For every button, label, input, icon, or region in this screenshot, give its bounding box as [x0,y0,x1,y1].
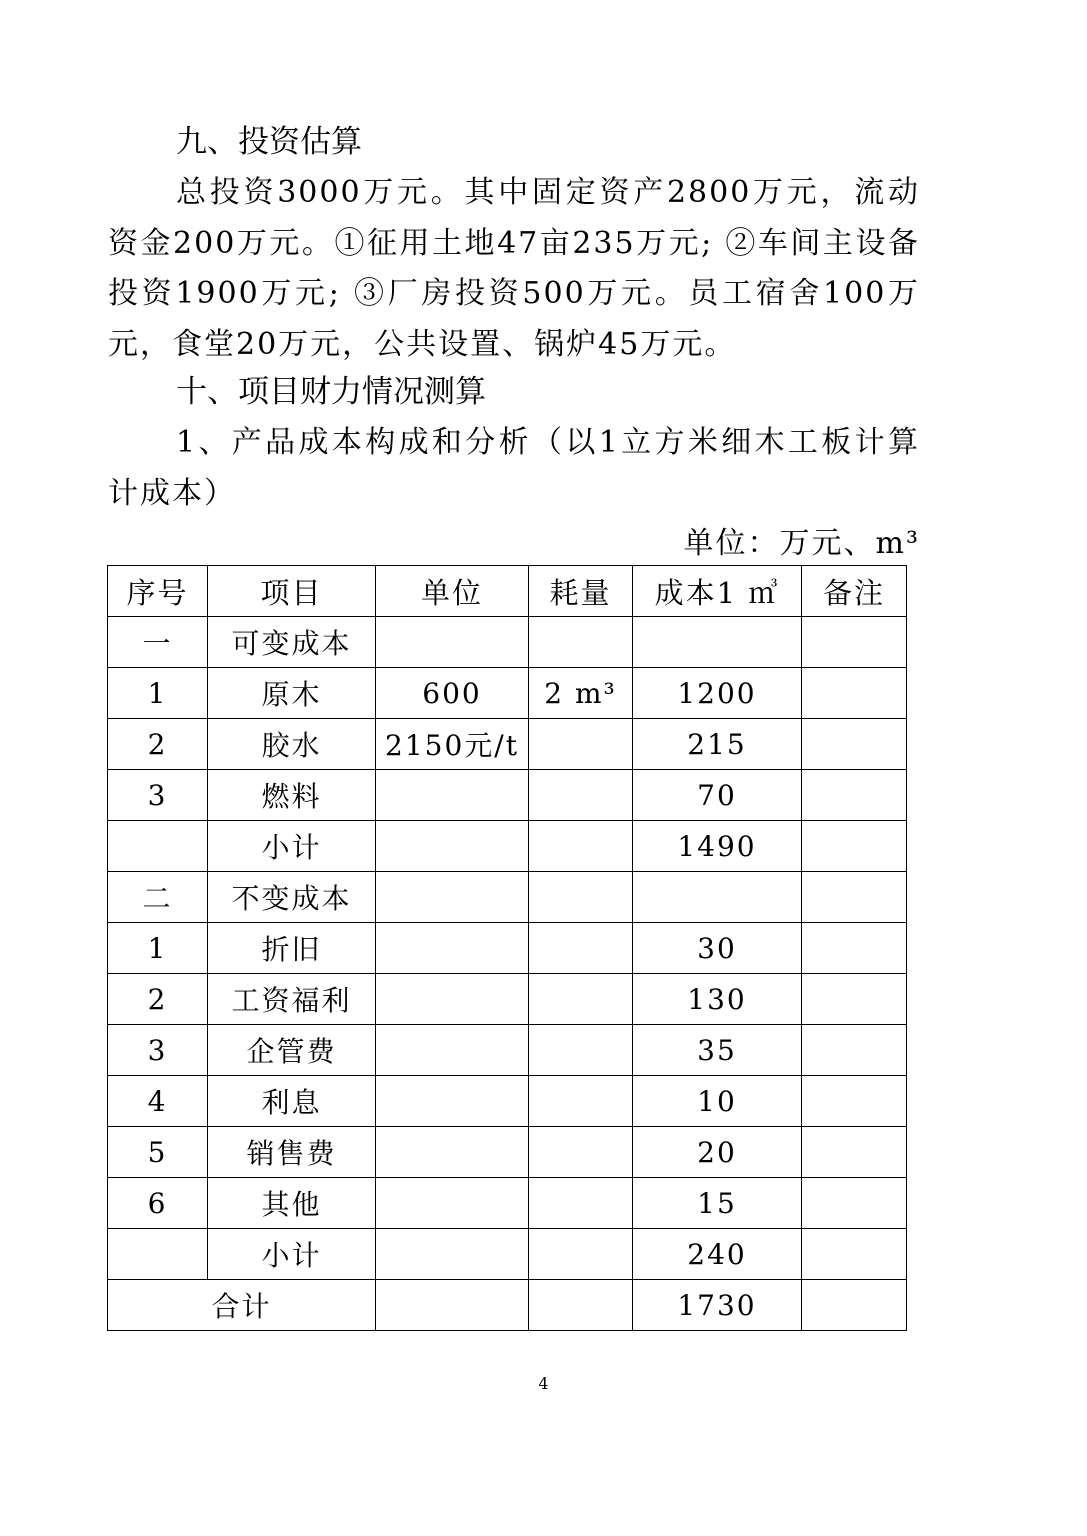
cell-unit [376,1076,529,1127]
cell-note [802,719,907,770]
cell-item: 可变成本 [208,617,376,668]
page-number: 4 [538,1374,549,1393]
section-9-paragraph: 总投资3000万元。其中固定资产2800万元，流动资金200万元。①征用土地47亩235万元; ②车间主设备投资1900万元; ③厂房投资500万元。员工宿舍100万元，食堂20万元，公共设置、锅炉45万元。 [108,175,920,362]
cell-note [802,1178,907,1229]
cell-cost: 1200 [633,668,802,719]
cell-unit [376,1127,529,1178]
cell-unit: 600 [376,668,529,719]
cell-item: 工资福利 [208,974,376,1025]
table-header-row [108,566,907,617]
cell-item: 企管费 [208,1025,376,1076]
cell-index: 1 [108,668,208,719]
cell-cost: 70 [633,770,802,821]
cell-index: 3 [108,1025,208,1076]
table-row [108,1178,907,1229]
cell-index [108,1229,208,1280]
table-row [108,1025,907,1076]
cell-unit [376,1025,529,1076]
cell-quantity [529,872,633,923]
cell-unit [376,1229,529,1280]
cell-index: 6 [108,1178,208,1229]
cell-unit [376,821,529,872]
cell-quantity [529,1127,633,1178]
cell-note [802,668,907,719]
cell-index [108,821,208,872]
table-row [108,821,907,872]
table-row [108,770,907,821]
table-row [108,1127,907,1178]
header-note: 备注 [802,566,907,617]
table-row [108,617,907,668]
cell-item: 利息 [208,1076,376,1127]
cell-note [802,617,907,668]
cell-quantity [529,821,633,872]
cell-cost: 130 [633,974,802,1025]
cell-quantity: 2 m³ [529,668,633,719]
cell-item: 折旧 [208,923,376,974]
cell-note [802,821,907,872]
cell-quantity [529,617,633,668]
header-item: 项目 [208,566,376,617]
cell-item: 其他 [208,1178,376,1229]
cell-item: 小计 [208,821,376,872]
cell-unit [376,872,529,923]
cell-quantity [529,719,633,770]
cell-note [802,1025,907,1076]
cell-quantity [529,1076,633,1127]
table-row [108,1229,907,1280]
total-cost: 1730 [633,1280,802,1331]
cell-cost: 20 [633,1127,802,1178]
cost-table [107,565,907,1331]
cell-index: 4 [108,1076,208,1127]
cell-index: 3 [108,770,208,821]
cell-unit [376,974,529,1025]
table-row [108,974,907,1025]
cell-unit [376,923,529,974]
cell-index: 二 [108,872,208,923]
cell-quantity [529,770,633,821]
cell-cost: 30 [633,923,802,974]
cell-item: 销售费 [208,1127,376,1178]
total-unit [376,1280,529,1331]
cell-index: 2 [108,719,208,770]
table-total-row [108,1280,907,1331]
cell-note [802,770,907,821]
cell-index: 一 [108,617,208,668]
cell-note [802,1076,907,1127]
cell-unit [376,770,529,821]
cell-unit [376,617,529,668]
cell-index: 5 [108,1127,208,1178]
cell-quantity [529,923,633,974]
cell-cost: 15 [633,1178,802,1229]
header-quantity: 耗量 [529,566,633,617]
cell-item: 胶水 [208,719,376,770]
cell-quantity [529,1229,633,1280]
cell-cost [633,872,802,923]
cell-note [802,1127,907,1178]
cell-note [802,872,907,923]
cell-index: 1 [108,923,208,974]
cell-note [802,923,907,974]
cell-cost: 215 [633,719,802,770]
table-row [108,872,907,923]
table-row [108,668,907,719]
unit-label: 单位：万元、m³ [683,526,920,561]
section-9-heading: 九、投资估算 [176,124,362,160]
table-row [108,1076,907,1127]
cell-index: 2 [108,974,208,1025]
section-10-heading: 十、项目财力情况测算 [176,374,486,410]
header-index: 序号 [108,566,208,617]
cell-cost: 240 [633,1229,802,1280]
cell-note [802,1229,907,1280]
total-note [802,1280,907,1331]
header-unit: 单位 [376,566,529,617]
table-row [108,719,907,770]
cell-item: 燃料 [208,770,376,821]
cell-quantity [529,1025,633,1076]
total-quantity [529,1280,633,1331]
total-label: 合计 [108,1280,376,1331]
cell-item: 原木 [208,668,376,719]
cell-unit: 2150元/t [376,719,529,770]
cell-cost: 35 [633,1025,802,1076]
cell-item: 小计 [208,1229,376,1280]
header-cost: 成本1 ㎥ [633,566,802,617]
cell-item: 不变成本 [208,872,376,923]
cell-quantity [529,1178,633,1229]
cell-unit [376,1178,529,1229]
cell-cost: 1490 [633,821,802,872]
cell-cost: 10 [633,1076,802,1127]
cell-cost [633,617,802,668]
table-row [108,923,907,974]
section-10-paragraph: 1、产品成本构成和分析（以1立方米细木工板计算计成本） [108,425,920,511]
cell-note [802,974,907,1025]
cell-quantity [529,974,633,1025]
